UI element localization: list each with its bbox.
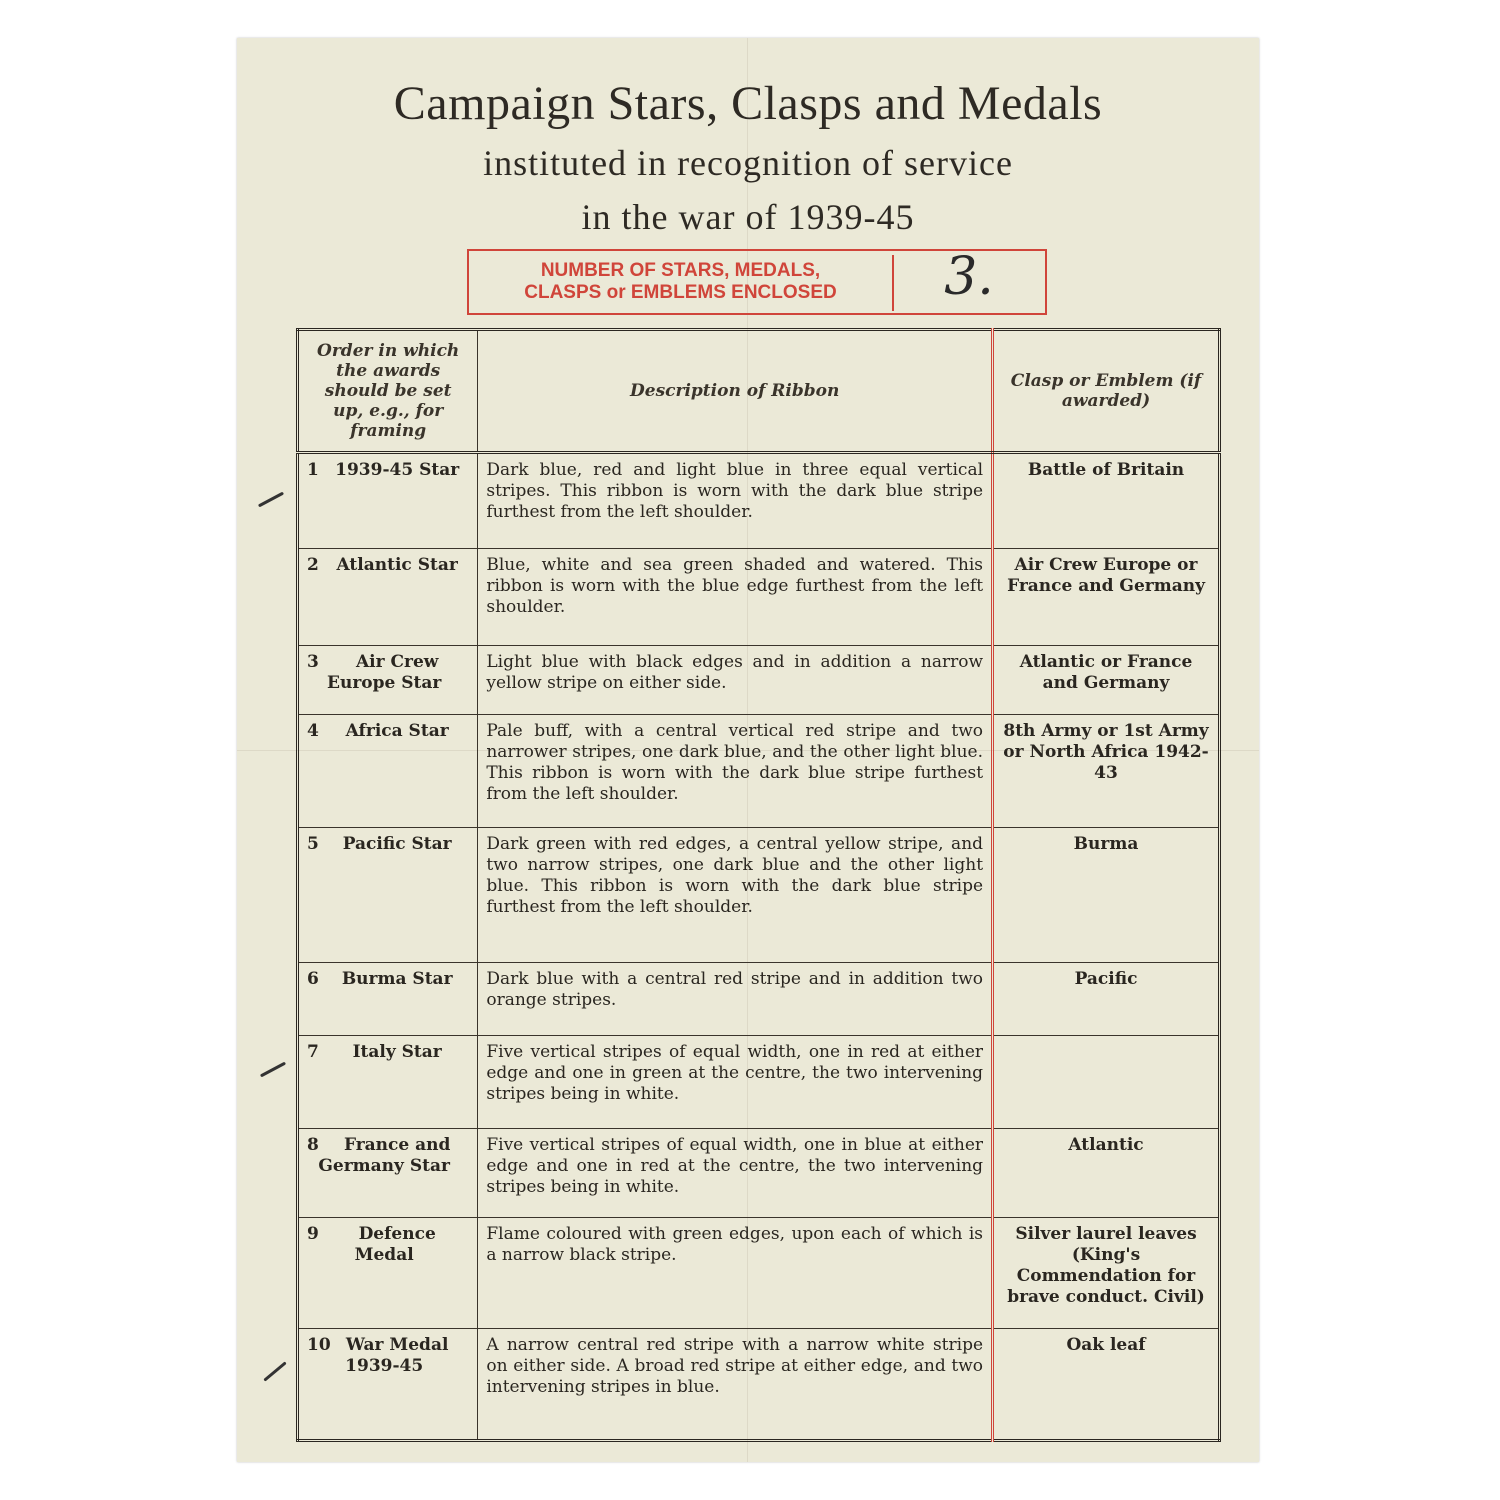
- clasp-emblem: Silver laurel leaves (King's Commendation for brave conduct. Civil): [993, 1218, 1220, 1329]
- award-number: 8: [307, 1135, 319, 1155]
- document-title: Campaign Stars, Clasps and Medals: [393, 77, 1103, 130]
- award-number: 6: [307, 969, 319, 989]
- award-name: France and Germany Star: [318, 1135, 451, 1176]
- award-order-cell: [298, 715, 478, 828]
- award-order-cell: [298, 828, 478, 963]
- award-order-cell: [298, 1129, 478, 1218]
- ribbon-description: Five vertical stripes of equal width, one in red at either edge and one in green at the centre, the two intervening stripes being in white.: [478, 1036, 993, 1129]
- table-row: [298, 1036, 1220, 1129]
- ribbon-description: Pale buff, with a central vertical red stripe and two narrower stripes, one dark blue, and the other light blue. This ribbon is worn with the dark blue stripe furthest from the left shoulder.: [478, 715, 993, 828]
- award-order-cell: [298, 963, 478, 1036]
- award-name: Africa Star: [345, 721, 449, 741]
- award-name: Atlantic Star: [336, 555, 458, 575]
- award-name: Burma Star: [341, 969, 453, 989]
- clasp-emblem: Atlantic or France and Germany: [993, 646, 1220, 715]
- award-number: 4: [307, 721, 319, 741]
- award-number: 9: [307, 1224, 319, 1244]
- enclosed-count-label-line1: NUMBER OF STARS, MEDALS,: [540, 260, 821, 281]
- clasp-emblem: Pacific: [993, 963, 1220, 1036]
- award-number: 2: [307, 555, 319, 575]
- pencil-tick-mark: [260, 1062, 286, 1078]
- table-row: [298, 963, 1220, 1036]
- ribbon-description: Dark blue with a central red stripe and in addition two orange stripes.: [478, 963, 993, 1036]
- count-box-divider: [892, 255, 894, 311]
- award-name: Air Crew Europe Star: [327, 652, 442, 693]
- pencil-tick-mark: [258, 492, 284, 508]
- award-number: 3: [307, 652, 319, 672]
- table-row: [298, 646, 1220, 715]
- award-name: Defence Medal: [354, 1224, 436, 1265]
- award-order-cell: [298, 1218, 478, 1329]
- clasp-emblem: Oak leaf: [993, 1329, 1220, 1441]
- award-name: Italy Star: [352, 1042, 442, 1062]
- clasp-emblem: Atlantic: [993, 1129, 1220, 1218]
- ribbon-description: Flame coloured with green edges, upon each of which is a narrow black stripe.: [478, 1218, 993, 1329]
- document-subtitle-line2: in the war of 1939-45: [581, 197, 915, 237]
- award-number: 7: [307, 1042, 319, 1062]
- clasp-emblem: Air Crew Europe or France and Germany: [993, 549, 1220, 646]
- clasp-emblem: [993, 1036, 1220, 1129]
- table-row: [298, 1329, 1220, 1441]
- table-row: [298, 549, 1220, 646]
- header-order: Order in which the awards should be set up, e.g., for framing: [298, 330, 478, 453]
- enclosed-count-value: 3.: [944, 247, 994, 307]
- document-sheet: [237, 38, 1259, 1462]
- award-number: 1: [307, 460, 319, 480]
- pencil-tick-mark: [263, 1361, 286, 1381]
- enclosed-count-label-line2: CLASPS or EMBLEMS ENCLOSED: [524, 282, 837, 303]
- table-row: [298, 715, 1220, 828]
- ribbon-description: Light blue with black edges and in addition a narrow yellow stripe on either side.: [478, 646, 993, 715]
- award-order-cell: [298, 1329, 478, 1441]
- award-number: 5: [307, 834, 319, 854]
- award-name: 1939-45 Star: [335, 460, 460, 480]
- clasp-emblem: Battle of Britain: [993, 453, 1220, 549]
- ribbon-description: Five vertical stripes of equal width, one in blue at either edge and one in red at the centre, the two intervening stripes being in white.: [478, 1129, 993, 1218]
- clasp-emblem: 8th Army or 1st Army or North Africa 1942-43: [993, 715, 1220, 828]
- header-description: Description of Ribbon: [478, 330, 993, 453]
- table-row: [298, 1218, 1220, 1329]
- awards-table: [296, 328, 1221, 1442]
- header-clasp: Clasp or Emblem (if awarded): [993, 330, 1220, 453]
- award-name: Pacific Star: [342, 834, 452, 854]
- clasp-emblem: Burma: [993, 828, 1220, 963]
- enclosed-count-box: [467, 249, 1047, 315]
- award-order-cell: [298, 1036, 478, 1129]
- award-name: War Medal 1939-45: [345, 1335, 449, 1376]
- table-row: [298, 1129, 1220, 1218]
- award-number: 10: [307, 1335, 331, 1355]
- award-order-cell: [298, 549, 478, 646]
- award-order-cell: [298, 453, 478, 549]
- ribbon-description: A narrow central red stripe with a narrow white stripe on either side. A broad red stripe at either edge, and two intervening stripes in blue.: [478, 1329, 993, 1441]
- ribbon-description: Dark blue, red and light blue in three equal vertical stripes. This ribbon is worn with the dark blue stripe furthest from the left shoulder.: [478, 453, 993, 549]
- enclosed-count-label: [483, 260, 878, 304]
- table-row: [298, 453, 1220, 549]
- ribbon-description: Blue, white and sea green shaded and watered. This ribbon is worn with the blue edge furthest from the left shoulder.: [478, 549, 993, 646]
- award-order-cell: [298, 646, 478, 715]
- table-header-row: [298, 330, 1220, 453]
- document-subtitle-line1: instituted in recognition of service: [483, 143, 1013, 183]
- table-row: [298, 828, 1220, 963]
- ribbon-description: Dark green with red edges, a central yellow stripe, and two narrow stripes, one dark blue and the other light blue. This ribbon is worn with the dark blue stripe furthest from the left shoulder.: [478, 828, 993, 963]
